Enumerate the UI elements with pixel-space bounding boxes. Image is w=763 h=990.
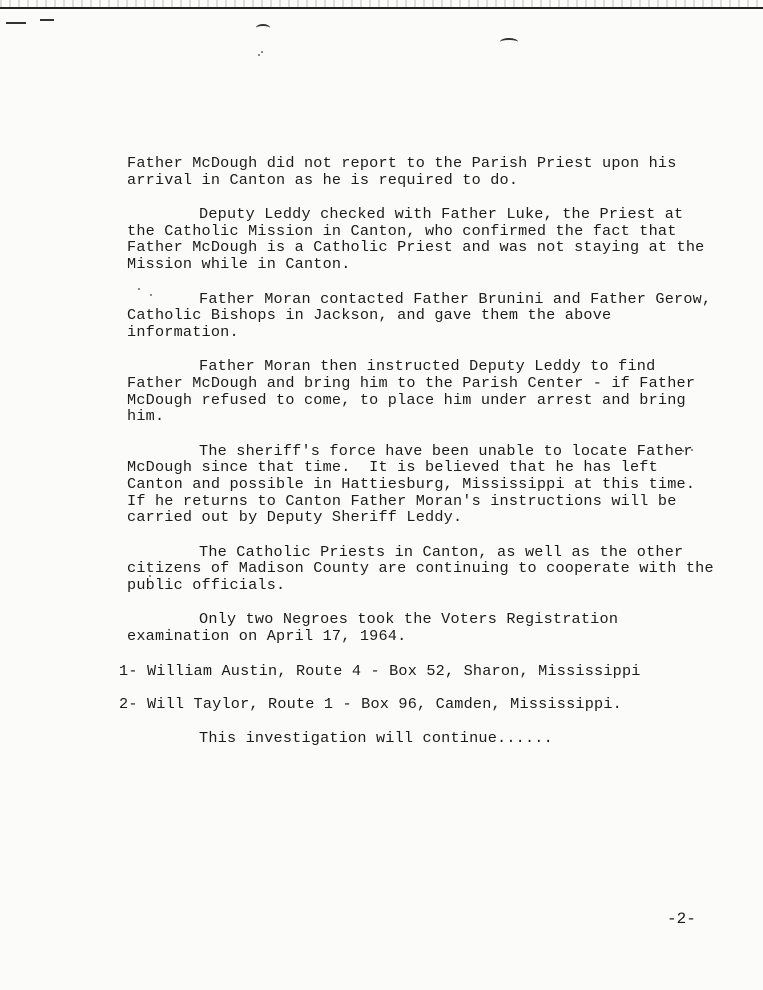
list-item: 2- Will Taylor, Route 1 - Box 96, Camden, Mississippi. [119, 695, 622, 714]
closing-line: This investigation will continue...... [199, 728, 553, 747]
scan-mark [500, 38, 518, 46]
page-top-edge [0, 0, 763, 9]
page-number: -2- [667, 910, 696, 928]
paragraph: Only two Negroes took the Voters Registration examination on April 17, 1964. [127, 610, 628, 646]
scan-mark [40, 19, 54, 25]
scan-mark [256, 24, 270, 32]
scan-speck [261, 51, 263, 53]
document-body [119, 154, 724, 764]
list-item: 1- William Austin, Route 4 - Box 52, Sharon, Mississippi [119, 661, 641, 680]
scan-mark [6, 22, 26, 28]
paragraph: Father Moran then instructed Deputy Leddy to find Father McDough and bring him to the Parish Center - if Father McDough refused to come, to place him under arrest and bring him. [127, 357, 705, 426]
paragraph: The Catholic Priests in Canton, as well as the other citizens of Madison County are continuing to cooperate with the public officials. [127, 542, 724, 594]
paragraph: Deputy Leddy checked with Father Luke, the Priest at the Catholic Mission in Canton, who confirmed the fact that Father McDough is a Catholic Priest and was not staying at the Mission while in Canton. [127, 205, 714, 273]
paragraph: The sheriff's force have been unable to locate Father McDough since that time. It is believed that he has left Canton and possible in Hattiesburg, Mississippi at this time. If he returns to Canton Father Moran's instructions will be carried out by Deputy Sheriff Leddy. [127, 441, 714, 527]
paragraph: Father McDough did not report to the Parish Priest upon his arrival in Canton as he is required to do. [127, 154, 686, 189]
paragraph: Father Moran contacted Father Brunini and Father Gerow, Catholic Bishops in Jackson, and gave them the above information. [127, 289, 721, 341]
scan-speck [258, 54, 260, 56]
